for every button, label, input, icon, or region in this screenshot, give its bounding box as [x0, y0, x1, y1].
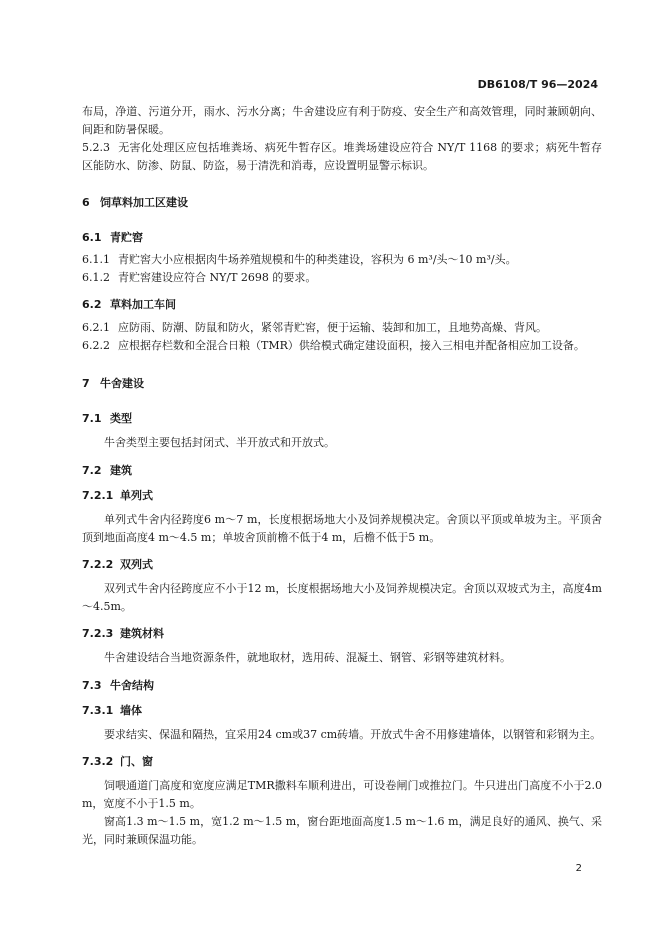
clause-number: 6.2.1 — [82, 321, 110, 334]
paragraph-5-2-3 — [82, 139, 602, 175]
paragraph-continuation: 布局，净道、污道分开，雨水、污水分离；牛舍建设应有利于防疫、安全生产和高效管理，同时兼顾朝向、间距和防暑保暖。 — [82, 105, 602, 136]
clause-text: 无害化处理区应包括堆粪场、病死牛暂存区。堆粪场建设应符合 NY/T 1168 的要求；病死牛暂存区能防水、防渗、防鼠、防盗，易于清洗和消毒，应设置明显警示标识。 — [82, 141, 602, 172]
clause-number: 6.2.2 — [82, 339, 110, 352]
section-title: 建筑材料 — [120, 627, 164, 640]
paragraph-6-2-1 — [82, 319, 602, 337]
section-heading-6-1 — [82, 229, 602, 245]
section-heading-7-3 — [82, 677, 602, 693]
paragraph-7-3-2-doors: 饲喂通道门高度和宽度应满足TMR撒料车顺利进出，可设卷闸门或推拉门。牛只进出门高度不小于2.0 m，宽度不小于1.5 m。 — [82, 779, 602, 810]
paragraph-7-2-1: 单列式牛舍内径跨度6 m～7 m，长度根据场地大小及饲养规模决定。舍顶以平顶或单坡为主。平顶舍顶到地面高度4 m～4.5 m；单坡舍顶前檐不低于4 m，后檐不低于5 m。 — [82, 513, 602, 544]
section-heading-7-1 — [82, 410, 602, 426]
section-number: 6.1 — [82, 231, 102, 244]
section-title: 单列式 — [120, 489, 153, 502]
clause-text: 应防雨、防潮、防鼠和防火，紧邻青贮窖，便于运输、装卸和加工，且地势高燥、背风。 — [118, 321, 547, 334]
section-title: 牛舍结构 — [110, 679, 154, 692]
section-number: 7.3 — [82, 679, 102, 692]
section-heading-7-3-2 — [82, 753, 602, 769]
section-title: 牛舍建设 — [100, 377, 144, 390]
section-number: 7.1 — [82, 412, 102, 425]
section-number: 6 — [82, 196, 90, 209]
section-heading-6 — [82, 194, 602, 210]
paragraph-6-2-2 — [82, 337, 602, 355]
paragraph-7-2-3: 牛舍建设结合当地资源条件，就地取材，选用砖、混凝土、钢管、彩钢等建筑材料。 — [104, 651, 511, 664]
clause-text: 青贮窖大小应根据肉牛场养殖规模和牛的种类建设，容积为 6 m³/头～10 m³/头。 — [118, 253, 517, 266]
clause-number: 6.1.1 — [82, 253, 110, 266]
section-number: 7.3.2 — [82, 755, 114, 768]
paragraph-7-3-2-windows: 窗高1.3 m～1.5 m，宽1.2 m～1.5 m，窗台距地面高度1.5 m～1.6 m，满足良好的通风、换气、采光，同时兼顾保温功能。 — [82, 815, 602, 846]
clause-number: 5.2.3 — [82, 141, 110, 154]
paragraph-6-1-1 — [82, 251, 602, 269]
document-code: DB6108/T 96—2024 — [477, 78, 598, 91]
paragraph-7-2-2: 双列式牛舍内径跨度应不小于12 m，长度根据场地大小及饲养规模决定。舍顶以双坡式为主，高度4m～4.5m。 — [82, 582, 602, 613]
clause-text: 应根据存栏数和全混合日粮（TMR）供给模式确定建设面积，接入三相电并配备相应加工设备。 — [118, 339, 585, 352]
paragraph-6-1-2 — [82, 269, 602, 287]
section-number: 7 — [82, 377, 90, 390]
document-body — [82, 103, 602, 849]
section-title: 饲草料加工区建设 — [100, 196, 188, 209]
section-heading-7-2-2 — [82, 556, 602, 572]
section-number: 7.3.1 — [82, 704, 114, 717]
section-heading-7-2-1 — [82, 487, 602, 503]
paragraph-7-3-1: 要求结实、保温和隔热，宜采用24 cm或37 cm砖墙。开放式牛舍不用修建墙体，以钢管和彩钢为主。 — [104, 728, 602, 741]
section-title: 墙体 — [120, 704, 142, 717]
section-heading-7-2 — [82, 462, 602, 478]
page-number: 2 — [575, 863, 582, 874]
section-number: 7.2 — [82, 464, 102, 477]
paragraph-7-1: 牛舍类型主要包括封闭式、半开放式和开放式。 — [104, 436, 335, 449]
section-title: 双列式 — [120, 558, 153, 571]
section-number: 7.2.2 — [82, 558, 114, 571]
section-title: 类型 — [110, 412, 132, 425]
section-number: 6.2 — [82, 298, 102, 311]
section-number: 7.2.1 — [82, 489, 114, 502]
section-title: 建筑 — [110, 464, 132, 477]
section-title: 青贮窖 — [110, 231, 143, 244]
section-heading-7-2-3 — [82, 625, 602, 641]
section-number: 7.2.3 — [82, 627, 114, 640]
section-title: 草料加工车间 — [110, 298, 176, 311]
section-title: 门、窗 — [120, 755, 153, 768]
clause-text: 青贮窖建设应符合 NY/T 2698 的要求。 — [118, 271, 317, 284]
section-heading-6-2 — [82, 296, 602, 312]
clause-number: 6.1.2 — [82, 271, 110, 284]
section-heading-7-3-1 — [82, 702, 602, 718]
section-heading-7 — [82, 375, 602, 391]
